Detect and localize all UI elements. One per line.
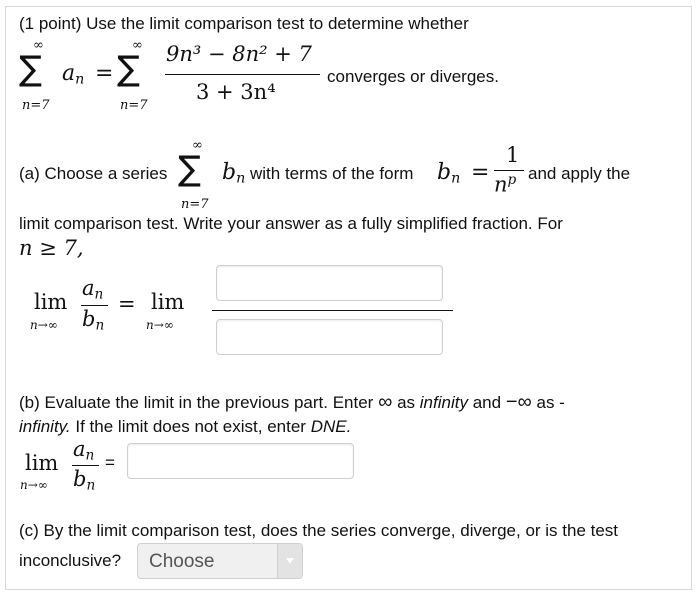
series-term-an: $a_n$ [62,61,85,88]
lim-text-2: lim [151,290,185,314]
sum-a-upper-limit: ∞ [192,138,203,153]
equals-sign: = [471,160,490,185]
sum1-upper-limit: ∞ [33,38,44,53]
fraction-bar [494,170,524,171]
sigma-icon: ∑ [178,149,201,189]
frac-numerator-one: 1 [506,143,520,167]
lim-text-b: lim [25,451,59,475]
infinity-symbol: ∞ [378,391,393,413]
fraction-bar [165,74,320,75]
bn-term: $b_n$ [222,160,246,187]
an-numerator-b: $a_n$ [73,437,95,464]
frac-denominator-np: $n^p$ [494,172,517,197]
limit-value-input[interactable] [127,443,354,479]
sum2-upper-limit: ∞ [132,38,143,53]
convergence-select[interactable] [137,543,303,579]
part-a-line2: limit comparison test. Write your answer as a fully simplified fraction. For [19,214,563,233]
lim-subscript-2: n→∞ [146,318,174,332]
series-denominator: 3 + 3n⁴ [196,80,276,104]
part-a-mid: with terms of the form [250,164,414,183]
equals-sign: = [95,61,114,86]
problem-header: (1 point) Use the limit comparison test to determine whether [19,14,469,33]
bn-denominator: $b_n$ [82,307,105,334]
bn-term-2: $b_n$ [437,160,461,187]
part-b-line2: infinity. If the limit does not exist, enter DNE. [19,417,352,436]
sigma-icon: ∑ [19,49,42,89]
part-c-line2: inconclusive? [19,551,122,570]
n-condition: n ≥ 7, [19,236,84,260]
select-label: Choose [149,551,215,572]
limit-denominator-input[interactable] [216,319,443,355]
converges-text: converges or diverges. [327,67,499,86]
answer-fraction-bar [212,310,453,311]
part-a-tail: and apply the [528,164,631,183]
select-caret-area[interactable] [277,544,302,578]
fraction-bar [72,465,99,466]
sigma-icon: ∑ [117,49,140,89]
an-numerator: $a_n$ [82,276,104,303]
chevron-down-icon [286,558,294,564]
part-c-line1: (c) By the limit comparison test, does the series converge, diverge, or is the test [19,521,619,540]
sum2-lower-limit: n=7 [120,98,148,113]
neg-infinity-symbol: −∞ [505,391,532,413]
series-numerator: 9n³ − 8n² + 7 [166,42,312,66]
limit-numerator-input[interactable] [216,265,443,301]
lim-subscript: n→∞ [30,318,58,332]
part-a-lead: (a) Choose a series [19,164,168,183]
sum1-lower-limit: n=7 [22,98,50,113]
lim-text: lim [34,290,68,314]
equals-sign: = [105,453,115,472]
bn-denominator-b: $b_n$ [73,467,96,494]
equals-sign: = [118,292,136,316]
sum-a-lower-limit: n=7 [181,197,209,212]
fraction-bar [81,305,108,306]
lim-subscript-b: n→∞ [20,478,48,492]
part-b-line1: (b) Evaluate the limit in the previous part. Enter ∞ as infinity and −∞ as - [19,391,565,413]
